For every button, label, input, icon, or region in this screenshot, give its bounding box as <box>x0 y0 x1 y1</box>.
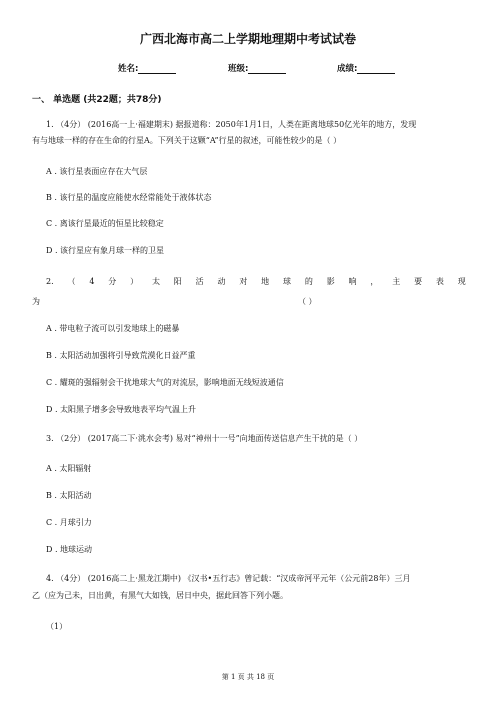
q2-part: 响 <box>348 277 357 286</box>
q2-part: 主 <box>392 277 401 286</box>
question-4-line-2: 乙（应为己未，日出黄，有黑气大如钱，居日中央，据此回答下列小题。 <box>32 591 288 600</box>
question-1-line-1: 1. （4分） (2016高一上·福建期末) 据报道称：2050年1月1日，人类在距离地球50亿光年的地方，发现 <box>46 120 417 129</box>
question-2-line-2-start: 为 <box>32 297 40 306</box>
question-1-option-c: C . 离该行星最近的恒星比较稳定 <box>46 219 164 228</box>
class-field <box>228 62 286 74</box>
question-1-option-b: B . 该行星的温度应能使水经常能处于液体状态 <box>46 193 212 202</box>
q2-part: 表 <box>435 277 444 286</box>
student-info-row <box>0 62 496 76</box>
class-label: 班级: <box>228 64 249 74</box>
question-2-line-1 <box>46 276 466 288</box>
section-heading: 一、 单选题 (共22题；共78分) <box>32 95 162 105</box>
q2-part: 的 <box>304 277 313 286</box>
question-2-option-a: A . 带电粒子流可以引发地球上的磁暴 <box>46 324 180 333</box>
question-3-option-a: A . 太阳辐射 <box>46 464 92 473</box>
q2-part: 阳 <box>173 277 182 286</box>
q2-part: （ <box>67 277 76 286</box>
q2-part: 动 <box>217 277 226 286</box>
q2-part: 现 <box>457 277 466 286</box>
question-4-sub-1: （1） <box>46 622 68 631</box>
q2-part: 2. <box>46 277 54 286</box>
q2-part: ， <box>370 277 379 286</box>
question-3-line-1: 3. （2分） (2017高二下·洮水会考) 易对“神州十一号”向地面传送信息产生干扰的是（ ） <box>46 434 363 443</box>
q2-part: 影 <box>326 277 335 286</box>
score-blank <box>357 64 395 74</box>
page-footer: 第 1 页 共 18 页 <box>221 673 275 681</box>
q2-part: 活 <box>195 277 204 286</box>
question-2-option-b: B . 太阳活动加强将引导致荒漠化日益严重 <box>46 351 196 360</box>
question-2-answer-paren: （ ） <box>298 297 317 306</box>
q2-part: 地 <box>261 277 270 286</box>
exam-title: 广西北海市高二上学期地理期中考试试卷 <box>139 32 356 46</box>
name-field <box>118 62 176 74</box>
q2-part: 太 <box>151 277 160 286</box>
name-label: 姓名: <box>118 64 139 74</box>
question-1-option-a: A . 该行星表面应存在大气层 <box>46 167 148 176</box>
question-3-option-b: B . 太阳活动 <box>46 491 92 500</box>
q2-part: 对 <box>239 277 248 286</box>
question-1-option-d: D . 该行星应有象月球一样的卫星 <box>46 246 165 255</box>
question-2-option-c: C . 耀斑的强辐射会干扰地球大气的对流层，影响地面无线短波通信 <box>46 378 284 387</box>
question-3-option-d: D . 地球运动 <box>46 545 93 554</box>
class-blank <box>248 64 286 74</box>
q2-part: ） <box>130 277 139 286</box>
score-field <box>337 62 395 74</box>
score-label: 成绩: <box>337 64 358 74</box>
question-1-line-2: 有与地球一样的存在生命的行星A。下列关于这颗“A”行星的叙述，可能性较少的是（ ） <box>32 136 342 145</box>
question-2-option-d: D . 太阳黑子增多会导致地表平均气温上升 <box>46 405 197 414</box>
name-blank <box>138 64 176 74</box>
question-3-option-c: C . 月球引力 <box>46 518 92 527</box>
question-4-line-1: 4. （4分） (2016高二上·黑龙江期中) 《汉书•五行志》曾记载：“汉成帝河平元年（公元前28年）三月 <box>46 574 411 583</box>
q2-part: 分 <box>108 277 117 286</box>
q2-part: 要 <box>414 277 423 286</box>
q2-part: 4 <box>89 277 95 286</box>
q2-part: 球 <box>283 277 292 286</box>
